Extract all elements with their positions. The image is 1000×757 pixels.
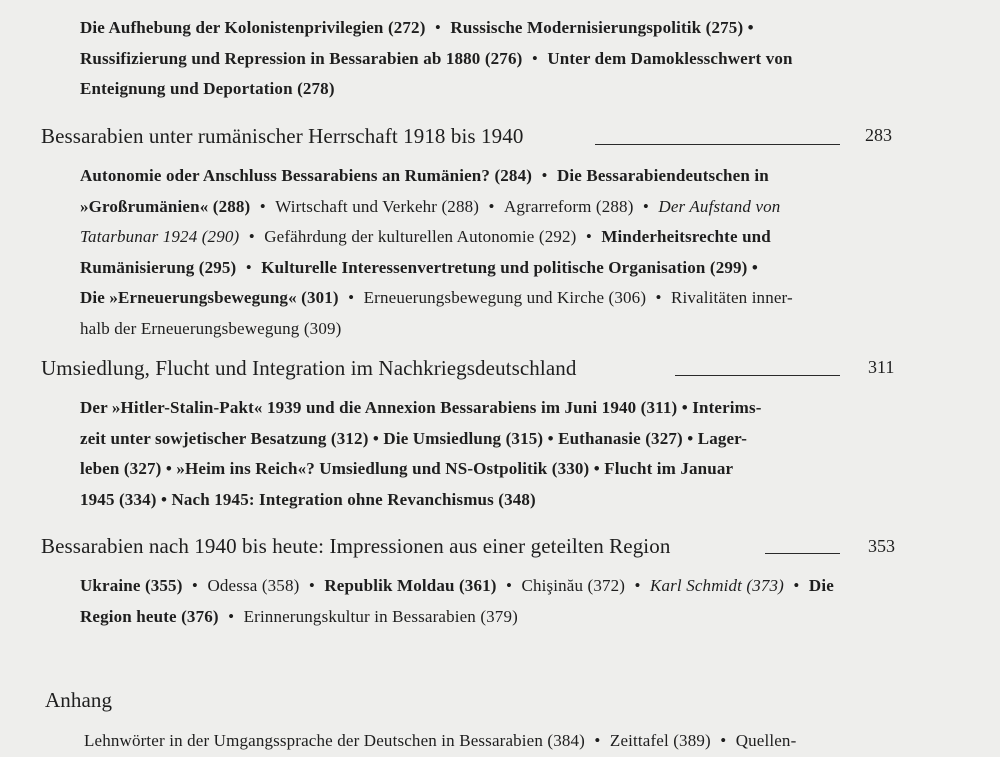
- page-number: 353: [868, 536, 895, 556]
- entry-text: Chişinău (372): [521, 576, 626, 595]
- leader-rule: [595, 144, 840, 145]
- entry-text: Minderheitsrechte und: [601, 227, 771, 246]
- bullet-separator: •: [501, 576, 517, 595]
- entry-line: [80, 485, 840, 516]
- entry-line: [80, 192, 840, 223]
- section-heading: Bessarabien nach 1940 bis heute: Impressionen aus einer geteilten Region: [41, 534, 671, 558]
- entry-text: Autonomie oder Anschluss Bessarabiens an Rumänien? (284): [80, 166, 533, 185]
- section-subentries: [80, 161, 840, 344]
- entry-line: [80, 602, 840, 633]
- bullet-separator: •: [715, 731, 731, 750]
- bullet-separator: •: [527, 48, 543, 68]
- bullet-separator: •: [484, 196, 499, 216]
- entry-line: [80, 44, 840, 75]
- entry-line: [80, 454, 840, 485]
- entry-text: Republik Moldau (361): [324, 576, 497, 595]
- entry-line: [80, 161, 840, 192]
- entry-line: [80, 571, 840, 602]
- entry-text: Die Bessarabiendeutschen in: [556, 166, 769, 185]
- entry-line: [80, 13, 840, 44]
- entry-text: Wirtschaft und Verkehr (288): [275, 196, 480, 216]
- entry-text: Die »Erneuerungsbewegung« (301): [80, 288, 339, 307]
- section-subentries: [80, 393, 840, 515]
- section-heading: Umsiedlung, Flucht und Integration im Nachkriegsdeutschland: [41, 356, 577, 380]
- entry-text: Erinnerungskultur in Bessarabien (379): [243, 606, 518, 626]
- entry-line: [80, 253, 840, 284]
- bullet-separator: •: [651, 288, 667, 307]
- entry-line: [80, 74, 840, 105]
- bullet-separator: •: [581, 227, 597, 246]
- bullet-separator: •: [343, 288, 359, 307]
- section-subentries: [80, 571, 840, 632]
- entry-text: Odessa (358): [207, 576, 300, 595]
- entry-text: leben (327) • »Heim ins Reich«? Umsiedlung und NS-Ostpolitik (330) • Flucht im Januar: [80, 459, 734, 478]
- entry-line: [80, 393, 840, 424]
- entry-text: Die: [808, 576, 834, 595]
- entry-text: Lehnwörter in der Umgangssprache der Deutschen in Bessarabien (384): [84, 731, 585, 750]
- entry-text: Russische Modernisierungspolitik (275) •: [450, 18, 754, 37]
- entry-text: Der Aufstand von: [658, 196, 781, 216]
- section-heading: Anhang: [45, 688, 113, 712]
- entry-text: Gefährdung der kulturellen Autonomie (292): [264, 227, 577, 246]
- bullet-separator: •: [537, 166, 552, 185]
- bullet-separator: •: [241, 257, 257, 277]
- section-heading: Bessarabien unter rumänischer Herrschaft 1918 bis 1940: [41, 124, 524, 148]
- entry-text: zeit unter sowjetischer Besatzung (312) • Die Umsiedlung (315) • Euthanasie (327) • Lager-: [80, 428, 748, 448]
- entry-line: [80, 314, 840, 345]
- entry-text: Zeittafel (389): [609, 731, 711, 750]
- bullet-separator: •: [304, 576, 320, 595]
- entry-text: Enteignung und Deportation (278): [80, 79, 335, 98]
- section-subentries: [80, 13, 840, 105]
- bullet-separator: •: [223, 606, 239, 626]
- entry-text: Rumänisierung (295): [80, 257, 237, 277]
- entry-text: »Großrumänien« (288): [80, 196, 251, 216]
- bullet-separator: •: [244, 227, 260, 246]
- entry-text: Erneuerungsbewegung und Kirche (306): [363, 288, 647, 307]
- entry-text: Russifizierung und Repression in Bessarabien ab 1880 (276): [80, 48, 523, 68]
- bullet-separator: •: [430, 18, 446, 37]
- leader-rule: [675, 375, 840, 376]
- entry-text: Unter dem Damoklesschwert von: [547, 48, 793, 68]
- entry-line: [84, 726, 844, 757]
- bullet-separator: •: [255, 196, 271, 216]
- entry-text: Agrarreform (288): [503, 196, 634, 216]
- bullet-separator: •: [187, 576, 203, 595]
- entry-text: Region heute (376): [80, 606, 219, 626]
- bullet-separator: •: [630, 576, 646, 595]
- entry-text: Tatarbunar 1924 (290): [80, 227, 240, 246]
- page-number: 283: [865, 125, 892, 145]
- entry-line: [80, 283, 840, 314]
- bullet-separator: •: [638, 196, 654, 216]
- bullet-separator: •: [788, 576, 804, 595]
- entry-line: [80, 222, 840, 253]
- entry-text: Kulturelle Interessenvertretung und politische Organisation (299) •: [261, 257, 758, 277]
- entry-text: Die Aufhebung der Kolonistenprivilegien (272): [80, 18, 426, 37]
- entry-text: Quellen-: [735, 731, 797, 750]
- entry-text: halb der Erneuerungsbewegung (309): [80, 318, 342, 338]
- bullet-separator: •: [590, 731, 605, 750]
- leader-rule: [765, 553, 840, 554]
- entry-text: 1945 (334) • Nach 1945: Integration ohne Revanchismus (348): [80, 489, 536, 509]
- section-subentries: [84, 726, 844, 757]
- entry-text: Ukraine (355): [80, 576, 183, 595]
- page-number: 311: [868, 357, 895, 377]
- entry-text: Der »Hitler-Stalin-Pakt« 1939 und die Annexion Bessarabiens im Juni 1940 (311) • Interims-: [80, 398, 762, 417]
- entry-line: [80, 424, 840, 455]
- entry-text: Karl Schmidt (373): [650, 576, 784, 595]
- entry-text: Rivalitäten inner-: [671, 288, 793, 307]
